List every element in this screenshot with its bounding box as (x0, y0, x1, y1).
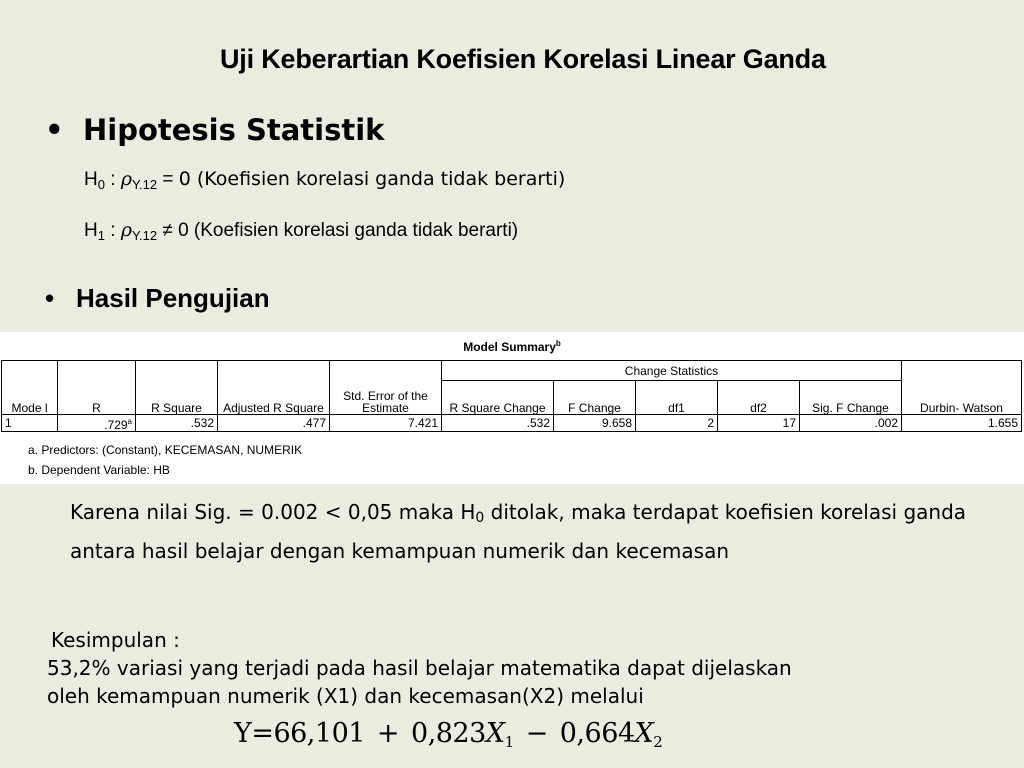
col-header-r-square-change: R Square Change (442, 381, 554, 415)
col-header-r: R (58, 361, 136, 415)
h1-colon: : (104, 220, 121, 241)
h1-operator: ≠ (157, 220, 179, 241)
formula-minus: − (525, 718, 548, 749)
h0-subscript: 0 (97, 177, 105, 192)
h0-rho-subscript: Y.12 (131, 177, 158, 192)
cell-r-value: .729 (104, 417, 128, 432)
conclusion-paragraph (70, 496, 970, 568)
formula-lhs: Y=66,101 (234, 718, 365, 749)
cell-r-square-change: .532 (442, 415, 554, 432)
formula-var-1: X (485, 718, 505, 749)
formula-coef-1: 0,823 (411, 718, 486, 749)
col-header-change-statistics: Change Statistics (442, 361, 902, 381)
formula-var-2: X (634, 718, 654, 749)
col-header-df2: df2 (718, 381, 800, 415)
footnote-predictors: a. Predictors: (Constant), KECEMASAN, NUMERIK (28, 443, 303, 457)
h0-symbol: H (84, 169, 98, 190)
bullet-hasil (45, 283, 270, 314)
slide-title: Uji Keberartian Koefisien Korelasi Linear Ganda (220, 44, 826, 74)
model-summary-title-text: Model Summary (463, 340, 556, 354)
cell-r-sup: a (127, 416, 132, 426)
footnote-dependent: b. Dependent Variable: HB (28, 463, 170, 477)
cell-df1: 2 (636, 415, 718, 432)
table-row (2, 415, 1022, 432)
hypothesis-h1 (84, 219, 518, 243)
cell-model: 1 (2, 415, 58, 432)
bullet-hasil-label: Hasil Pengujian (76, 283, 270, 313)
regression-formula (234, 718, 662, 751)
conclusion-text-2: ditolak, maka terdapat koefisien korelasi ganda antara hasil belajar dengan kemampuan numerik dan kecemasan (70, 500, 967, 563)
cell-r (58, 415, 136, 432)
kesimpulan-block (47, 626, 792, 710)
formula-sub-1: 1 (504, 733, 514, 751)
col-header-f-change: F Change (554, 381, 636, 415)
col-header-df1: df1 (636, 381, 718, 415)
h0-colon: : (104, 169, 121, 190)
model-summary-title (0, 339, 1024, 354)
model-summary-title-sup: b (555, 339, 561, 348)
h1-symbol: H (84, 220, 98, 241)
h1-subscript: 1 (97, 228, 105, 243)
kesimpulan-label: Kesimpulan : (51, 628, 180, 652)
cell-df2: 17 (718, 415, 800, 432)
bullet-dot: • (45, 283, 55, 313)
h0-text: 0 (Koefisien korelasi ganda tidak berarti) (178, 168, 566, 190)
formula-coef-2: 0,664 (559, 718, 635, 749)
bullet-hipotesis (45, 113, 384, 147)
h0-operator: = (157, 169, 179, 190)
col-header-r-square: R Square (136, 361, 218, 415)
cell-f-change: 9.658 (554, 415, 636, 432)
col-header-model: Mode l (2, 361, 58, 415)
h1-text: 0 (Koefisien korelasi ganda tidak berarti) (178, 220, 519, 241)
cell-durbin-watson: 1.655 (902, 415, 1022, 432)
model-summary-table (1, 360, 1022, 432)
h1-rho-subscript: Y.12 (131, 228, 158, 243)
cell-adj-r-square: .477 (218, 415, 330, 432)
formula-plus: + (376, 718, 400, 749)
conclusion-subscript: 0 (475, 510, 485, 526)
col-header-adj-r-square: Adjusted R Square (218, 361, 330, 415)
col-header-durbin-watson: Durbin- Watson (902, 361, 1022, 415)
table-header-row-1 (2, 361, 1022, 381)
col-header-std-error: Std. Error of the Estimate (330, 361, 442, 415)
kesimpulan-line-2: oleh kemampuan numerik (X1) dan kecemasan(X2) melalui (47, 684, 644, 708)
cell-r-square: .532 (136, 415, 218, 432)
kesimpulan-line-1: 53,2% variasi yang terjadi pada hasil belajar matematika dapat dijelaskan (47, 656, 792, 680)
model-summary-output (0, 332, 1024, 484)
h0-rho: ρ (120, 168, 132, 190)
col-header-sig-f-change: Sig. F Change (800, 381, 902, 415)
cell-sig-f-change: .002 (800, 415, 902, 432)
h1-rho: ρ (120, 219, 132, 241)
hypothesis-h0 (84, 168, 565, 192)
conclusion-text-1: Karena nilai Sig. = 0.002 < 0,05 maka H (70, 500, 476, 524)
cell-std-error: 7.421 (330, 415, 442, 432)
bullet-hipotesis-label: Hipotesis Statistik (83, 113, 385, 147)
bullet-dot: • (45, 113, 64, 147)
formula-sub-2: 2 (653, 733, 663, 751)
